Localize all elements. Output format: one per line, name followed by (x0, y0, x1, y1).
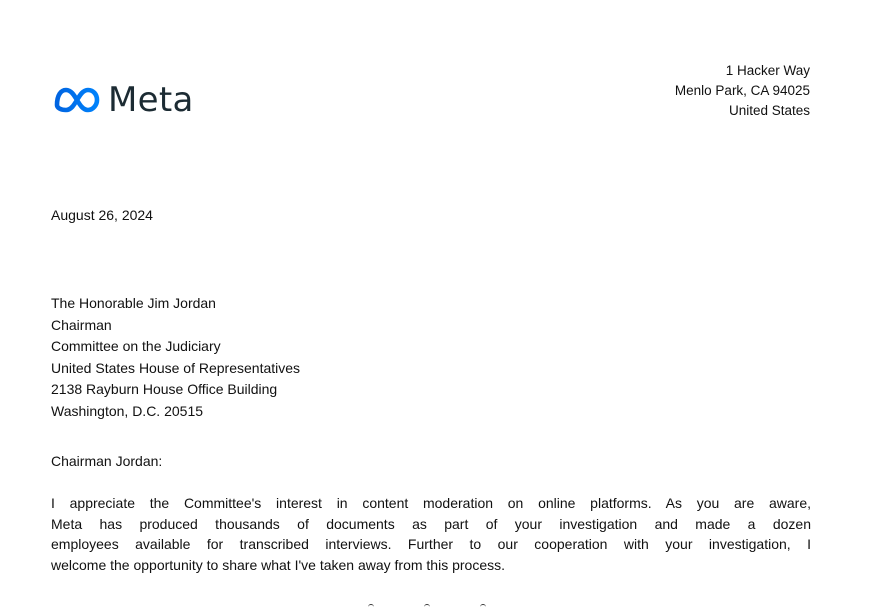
recipient-line: The Honorable Jim Jordan (51, 295, 216, 311)
recipient-line: Committee on the Judiciary (51, 338, 221, 354)
recipient-line: Chairman (51, 316, 112, 333)
recipient-line: United States House of Representatives (51, 359, 301, 376)
letter-date: August 26, 2024 (51, 207, 153, 223)
meta-logo (52, 80, 194, 120)
body-paragraph (51, 493, 811, 575)
address-line: United States (728, 103, 810, 118)
cut-off-text-fragment (360, 604, 500, 612)
address-line: Menlo Park, CA 94025 (674, 83, 810, 98)
meta-infinity-icon (52, 85, 102, 115)
meta-logo-text: Meta (108, 80, 194, 120)
paragraph-line: welcome the opportunity to share what I've taken away from this process. (51, 556, 506, 573)
paragraph-line: I appreciate the Committee's interest in content moderation on online platforms. As you are aware, (51, 495, 811, 511)
recipient-line: 2138 Rayburn House Office Building (51, 381, 278, 397)
address-line: 1 Hacker Way (725, 63, 810, 78)
recipient-address (51, 293, 300, 422)
sender-address (675, 61, 810, 121)
paragraph-line: Meta has produced thousands of documents as part of your investigation and made a dozen (51, 515, 811, 532)
salutation: Chairman Jordan: (51, 453, 163, 469)
paragraph-line: employees available for transcribed interviews. Further to our cooperation with your investigation, I (51, 536, 811, 552)
recipient-line: Washington, D.C. 20515 (51, 402, 204, 419)
